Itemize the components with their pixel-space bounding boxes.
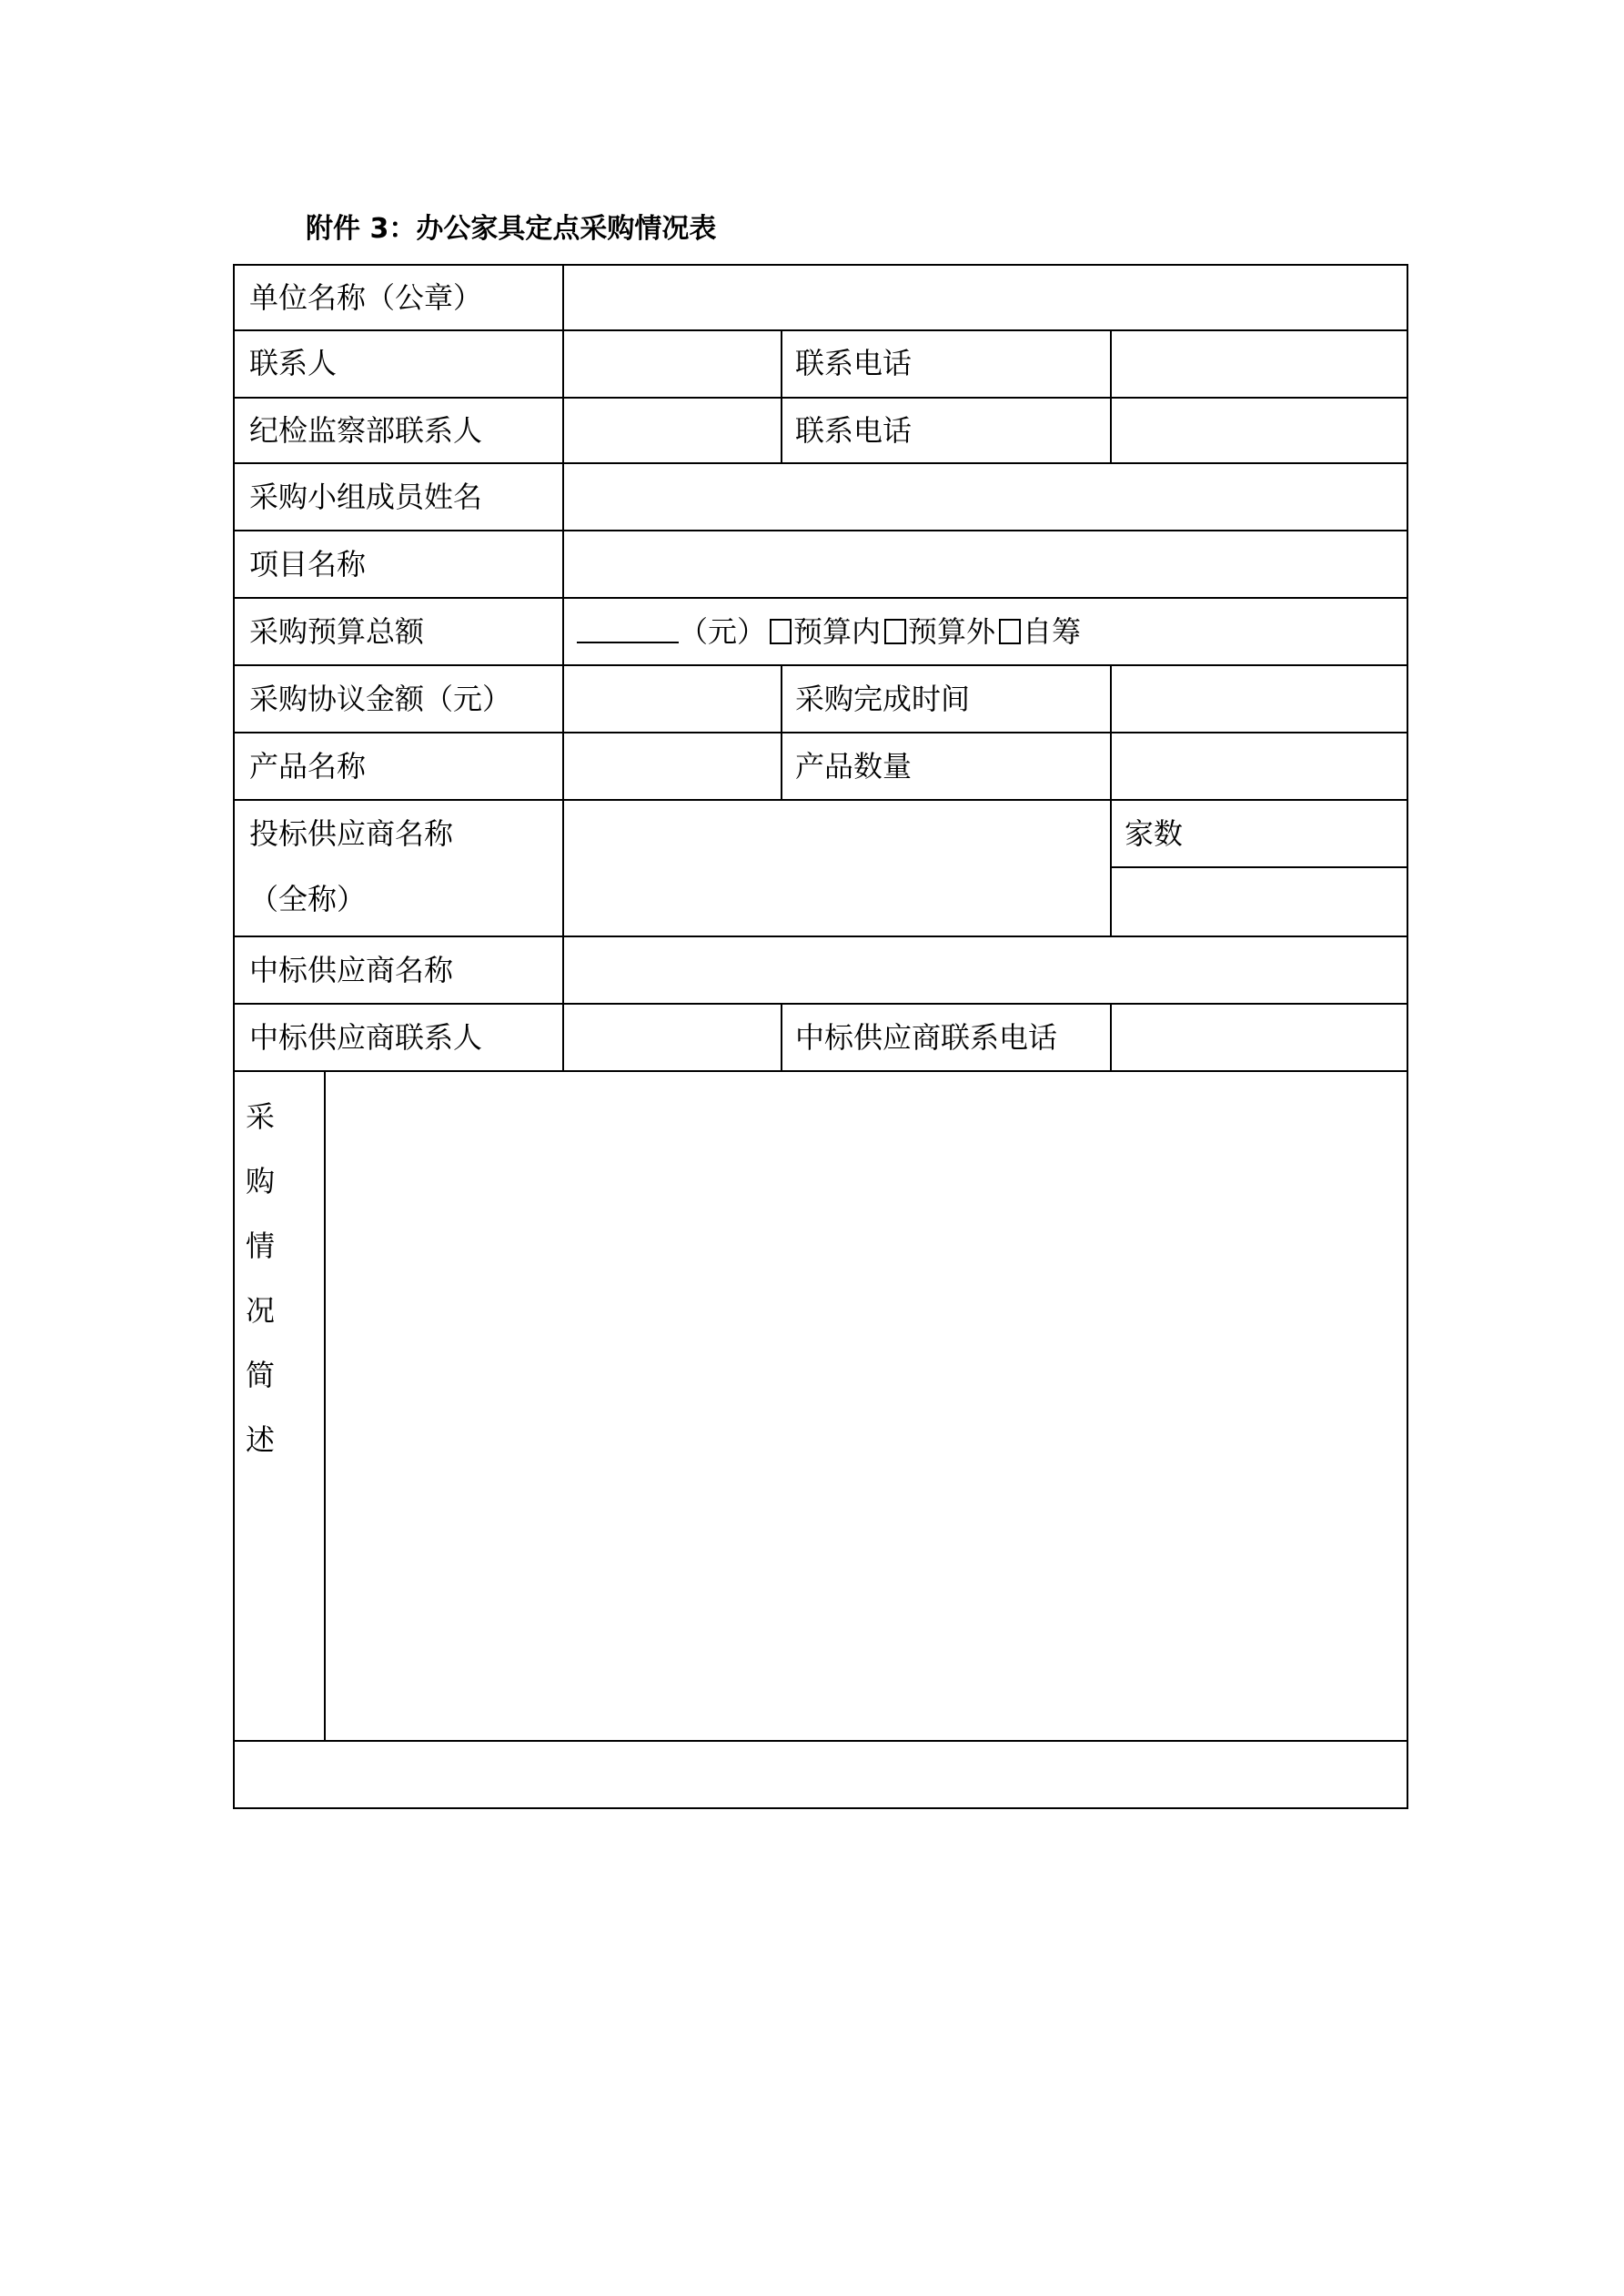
label-winner-name: 中标供应商名称 — [249, 953, 454, 987]
document-title: 附件 3：办公家具定点采购情况表 — [306, 213, 717, 245]
label-bidder-name: 投标供应商名称 — [249, 816, 454, 851]
label-budget-total: 采购预算总额 — [249, 614, 425, 649]
checkbox-self-raised[interactable] — [999, 619, 1021, 644]
summary-char: 情 — [246, 1229, 276, 1263]
budget-unit: （元） — [679, 614, 767, 649]
summary-char: 购 — [246, 1164, 276, 1199]
checkbox-budget-out[interactable] — [884, 619, 906, 644]
label-contact: 联系人 — [249, 346, 338, 380]
budget-blank-line[interactable] — [577, 614, 679, 643]
label-product-qty: 产品数量 — [795, 749, 913, 784]
label-procurement-summary — [246, 1085, 286, 1472]
label-project-name: 项目名称 — [249, 547, 367, 582]
budget-options — [577, 613, 1081, 650]
label-budget-out: 预算外 — [908, 614, 996, 649]
label-winner-contact: 中标供应商联系人 — [249, 1020, 483, 1055]
label-group-members: 采购小组成员姓名 — [249, 480, 483, 514]
procurement-form-table — [233, 264, 1408, 1809]
label-budget-in: 预算内 — [793, 614, 882, 649]
label-phone: 联系电话 — [795, 346, 913, 380]
label-product-name: 产品名称 — [249, 749, 367, 784]
label-winner-phone: 中标供应商联系电话 — [795, 1020, 1058, 1055]
label-bidder-name-full: （全称） — [249, 882, 367, 916]
label-discipline-contact: 纪检监察部联系人 — [249, 413, 483, 448]
summary-char: 况 — [246, 1293, 276, 1328]
label-completion-time: 采购完成时间 — [795, 682, 971, 716]
summary-char: 述 — [246, 1422, 276, 1457]
summary-char: 简 — [246, 1358, 276, 1392]
checkbox-budget-in[interactable] — [770, 619, 792, 644]
label-agreement-amount: 采购协议金额（元） — [249, 682, 512, 716]
label-bidder-count: 家数 — [1125, 816, 1184, 851]
label-self-raised: 自筹 — [1023, 614, 1082, 649]
label-phone-2: 联系电话 — [795, 413, 913, 448]
label-unit-name: 单位名称（公章） — [249, 280, 483, 315]
summary-char: 采 — [246, 1099, 276, 1134]
